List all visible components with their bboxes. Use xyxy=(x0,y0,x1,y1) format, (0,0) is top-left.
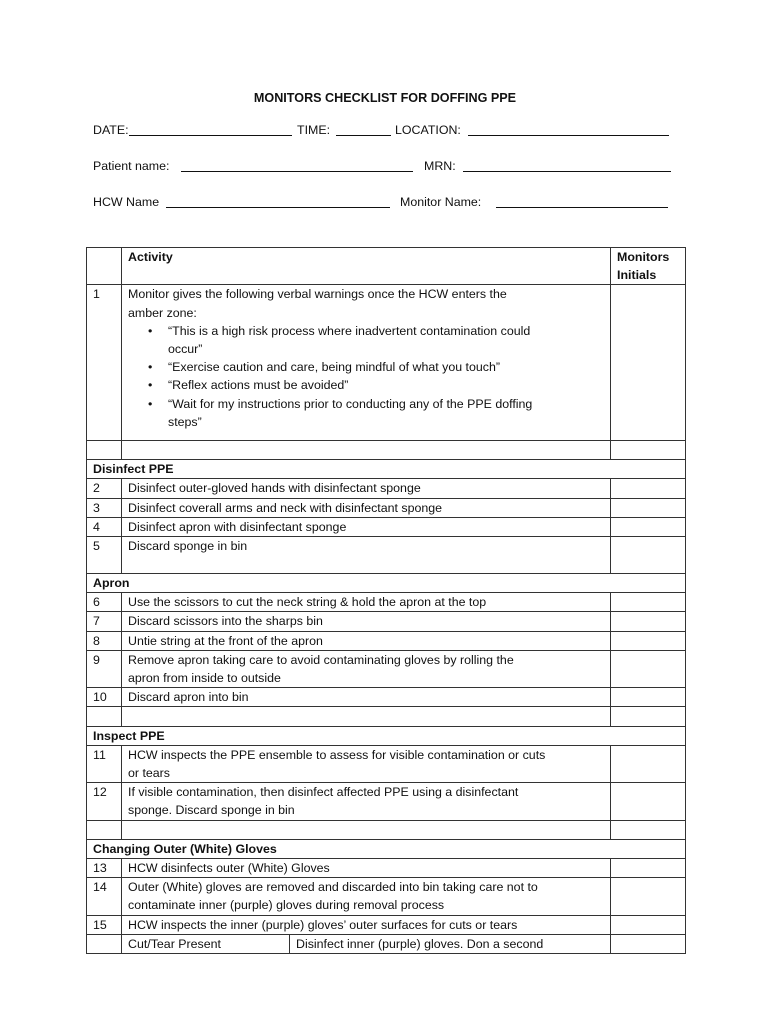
row-number: 2 xyxy=(87,479,122,498)
table-row xyxy=(87,612,686,631)
table-row-empty xyxy=(87,707,686,726)
initials-cell[interactable] xyxy=(611,517,686,536)
row-activity-line: Outer (White) gloves are removed and discarded into bin taking care not to xyxy=(128,880,538,895)
initials-cell[interactable] xyxy=(611,707,686,726)
table-row xyxy=(87,688,686,707)
row-activity-line: or tears xyxy=(128,766,171,781)
warning-item: • “Exercise caution and care, being mindful of what you touch” xyxy=(168,358,610,376)
row-number: 5 xyxy=(87,537,122,574)
table-row xyxy=(87,915,686,934)
initials-cell[interactable] xyxy=(611,441,686,460)
row-activity-line: HCW inspects the PPE ensemble to assess for visible contamination or cuts xyxy=(128,747,546,762)
row1-line1: Monitor gives the following verbal warnings once the HCW enters the xyxy=(128,287,507,302)
table-row xyxy=(87,285,686,441)
row-number xyxy=(87,934,122,953)
location-field[interactable] xyxy=(468,123,669,136)
mrn-field[interactable] xyxy=(463,159,671,172)
row-activity-split xyxy=(122,934,611,953)
row-number: 3 xyxy=(87,498,122,517)
initials-cell[interactable] xyxy=(611,745,686,782)
initials-cell[interactable] xyxy=(611,479,686,498)
patient-mrn-line xyxy=(93,159,683,175)
table-row xyxy=(87,498,686,517)
row-number: 4 xyxy=(87,517,122,536)
warning-item-continuation: occur” xyxy=(168,342,203,357)
initials-cell[interactable] xyxy=(611,859,686,878)
initials-cell[interactable] xyxy=(611,593,686,612)
cut-tear-present-label: Cut/Tear Present xyxy=(122,935,290,953)
hcw-monitor-line xyxy=(93,195,683,211)
table-row xyxy=(87,878,686,915)
table-row xyxy=(87,537,686,574)
section-disinfect-ppe: Disinfect PPE xyxy=(87,460,686,479)
initials-cell[interactable] xyxy=(611,878,686,915)
section-apron: Apron xyxy=(87,574,686,593)
initials-cell[interactable] xyxy=(611,631,686,650)
row-activity-line: Remove apron taking care to avoid contaminating gloves by rolling the xyxy=(128,652,514,667)
patient-name-label: Patient name: xyxy=(93,159,170,173)
row-number: 9 xyxy=(87,650,122,687)
time-field[interactable] xyxy=(336,123,391,136)
row-number: 11 xyxy=(87,745,122,782)
table-row xyxy=(87,593,686,612)
row-activity xyxy=(122,878,611,915)
verbal-warnings-list xyxy=(128,322,610,431)
row-activity: Use the scissors to cut the neck string & hold the apron at the top xyxy=(122,593,611,612)
header-activity: Activity xyxy=(122,248,611,285)
table-row-empty xyxy=(87,820,686,839)
row-activity: Disinfect coverall arms and neck with disinfectant sponge xyxy=(122,498,611,517)
monitor-name-label: Monitor Name: xyxy=(400,195,482,209)
row-activity xyxy=(122,650,611,687)
table-row xyxy=(87,745,686,782)
row-number: 10 xyxy=(87,688,122,707)
row-activity: Disinfect outer-gloved hands with disinfectant sponge xyxy=(122,479,611,498)
initials-cell[interactable] xyxy=(611,820,686,839)
row-number: 6 xyxy=(87,593,122,612)
row-activity: Untie string at the front of the apron xyxy=(122,631,611,650)
section-row xyxy=(87,460,686,479)
initials-cell[interactable] xyxy=(611,783,686,820)
row-activity: Disinfect apron with disinfectant sponge xyxy=(122,517,611,536)
row-number: 1 xyxy=(87,285,122,441)
hcw-name-field[interactable] xyxy=(166,195,390,208)
initials-cell[interactable] xyxy=(611,650,686,687)
initials-cell[interactable] xyxy=(611,934,686,953)
table-header-row xyxy=(87,248,686,285)
row-activity: Discard apron into bin xyxy=(122,688,611,707)
row-activity-line: apron from inside to outside xyxy=(128,671,281,686)
header-initials-line1: Monitors xyxy=(617,250,670,264)
header-monitors-initials xyxy=(611,248,686,285)
row-activity xyxy=(122,285,611,441)
warning-item-continuation: steps” xyxy=(168,414,202,429)
row-activity: HCW inspects the inner (purple) gloves’ outer surfaces for cuts or tears xyxy=(122,915,611,934)
table-row-empty xyxy=(87,441,686,460)
initials-cell[interactable] xyxy=(611,498,686,517)
section-row xyxy=(87,726,686,745)
row-activity-line: contaminate inner (purple) gloves during removal process xyxy=(128,898,445,913)
row-number: 12 xyxy=(87,783,122,820)
warning-item: • “Wait for my instructions prior to conducting any of the PPE doffing xyxy=(168,395,610,413)
row-activity-line: If visible contamination, then disinfect affected PPE using a disinfectant xyxy=(128,785,519,800)
mrn-label: MRN: xyxy=(424,159,456,173)
table-row xyxy=(87,517,686,536)
row-activity xyxy=(122,783,611,820)
table-row xyxy=(87,631,686,650)
row-activity xyxy=(122,745,611,782)
warning-item: • “This is a high risk process where inadvertent contamination could xyxy=(168,322,610,340)
date-label: DATE: xyxy=(93,123,129,137)
patient-name-field[interactable] xyxy=(181,159,413,172)
date-field[interactable] xyxy=(129,123,292,136)
section-row xyxy=(87,574,686,593)
header-initials-line2: Initials xyxy=(617,268,657,283)
initials-cell[interactable] xyxy=(611,915,686,934)
row-number: 15 xyxy=(87,915,122,934)
cut-tear-action: Disinfect inner (purple) gloves. Don a second xyxy=(296,936,544,951)
row-number: 8 xyxy=(87,631,122,650)
row-number: 7 xyxy=(87,612,122,631)
table-row xyxy=(87,783,686,820)
row-activity: Discard sponge in bin xyxy=(122,537,611,574)
table-row xyxy=(87,479,686,498)
initials-cell[interactable] xyxy=(611,688,686,707)
row-activity: HCW disinfects outer (White) Gloves xyxy=(122,859,611,878)
location-label: LOCATION: xyxy=(395,123,461,137)
section-row xyxy=(87,839,686,858)
table-row xyxy=(87,859,686,878)
hcw-name-label: HCW Name xyxy=(93,195,160,209)
row-number: 13 xyxy=(87,859,122,878)
monitor-name-field[interactable] xyxy=(496,195,668,208)
section-inspect-ppe: Inspect PPE xyxy=(87,726,686,745)
time-label: TIME: xyxy=(297,123,331,137)
header-number-cell xyxy=(87,248,122,285)
table-row xyxy=(87,934,686,953)
table-row xyxy=(87,650,686,687)
doffing-checklist-table xyxy=(86,247,686,954)
page-title: MONITORS CHECKLIST FOR DOFFING PPE xyxy=(253,91,517,105)
date-time-location-line xyxy=(93,123,683,139)
section-changing-outer-gloves: Changing Outer (White) Gloves xyxy=(87,839,686,858)
initials-cell[interactable] xyxy=(611,537,686,574)
row-number: 14 xyxy=(87,878,122,915)
initials-cell[interactable] xyxy=(611,285,686,441)
warning-item: • “Reflex actions must be avoided” xyxy=(168,376,610,394)
row-activity-line: sponge. Discard sponge in bin xyxy=(128,803,295,818)
row-activity: Discard scissors into the sharps bin xyxy=(122,612,611,631)
row1-line2: amber zone: xyxy=(128,305,197,320)
initials-cell[interactable] xyxy=(611,612,686,631)
